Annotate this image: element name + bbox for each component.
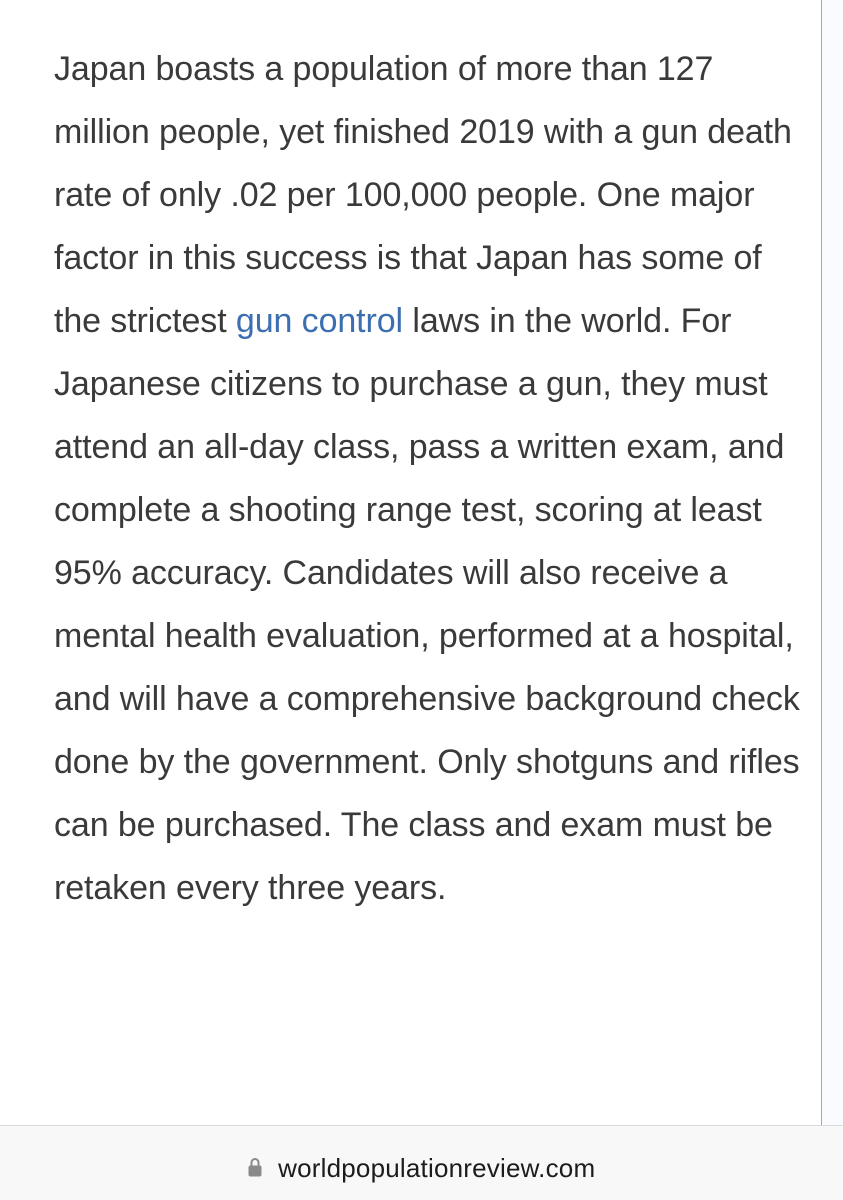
article-text-part2: laws in the world. For Japanese citizens to purchase a gun, they must attend an all-day class, pass a written exam, and complete a shooting range test, scoring at least 95% accuracy. Candidates will also receive a mental health evaluation, performed at a hospital, and will have a comprehensive background check done by the government. Only shotguns and rifles can be purchased. The class and exam must be retaken every three years. (54, 302, 800, 907)
gun-control-link[interactable]: gun control (235, 302, 404, 340)
scrollbar-edge (821, 0, 822, 1125)
article-paragraph (54, 38, 814, 920)
scrollbar-track[interactable] (822, 0, 843, 1125)
address-bar-content[interactable] (0, 1153, 843, 1184)
lock-icon (248, 1156, 262, 1178)
url-text[interactable]: worldpopulationreview.com (278, 1153, 596, 1183)
scrollbar[interactable] (821, 0, 843, 1125)
article-text-part1: Japan boasts a population of more than 127 million people, yet finished 2019 with a gun death rate of only .02 per 100,000 people. One major factor in this success is that Japan has some of the strictest (54, 50, 792, 340)
address-bar[interactable] (0, 1125, 843, 1200)
